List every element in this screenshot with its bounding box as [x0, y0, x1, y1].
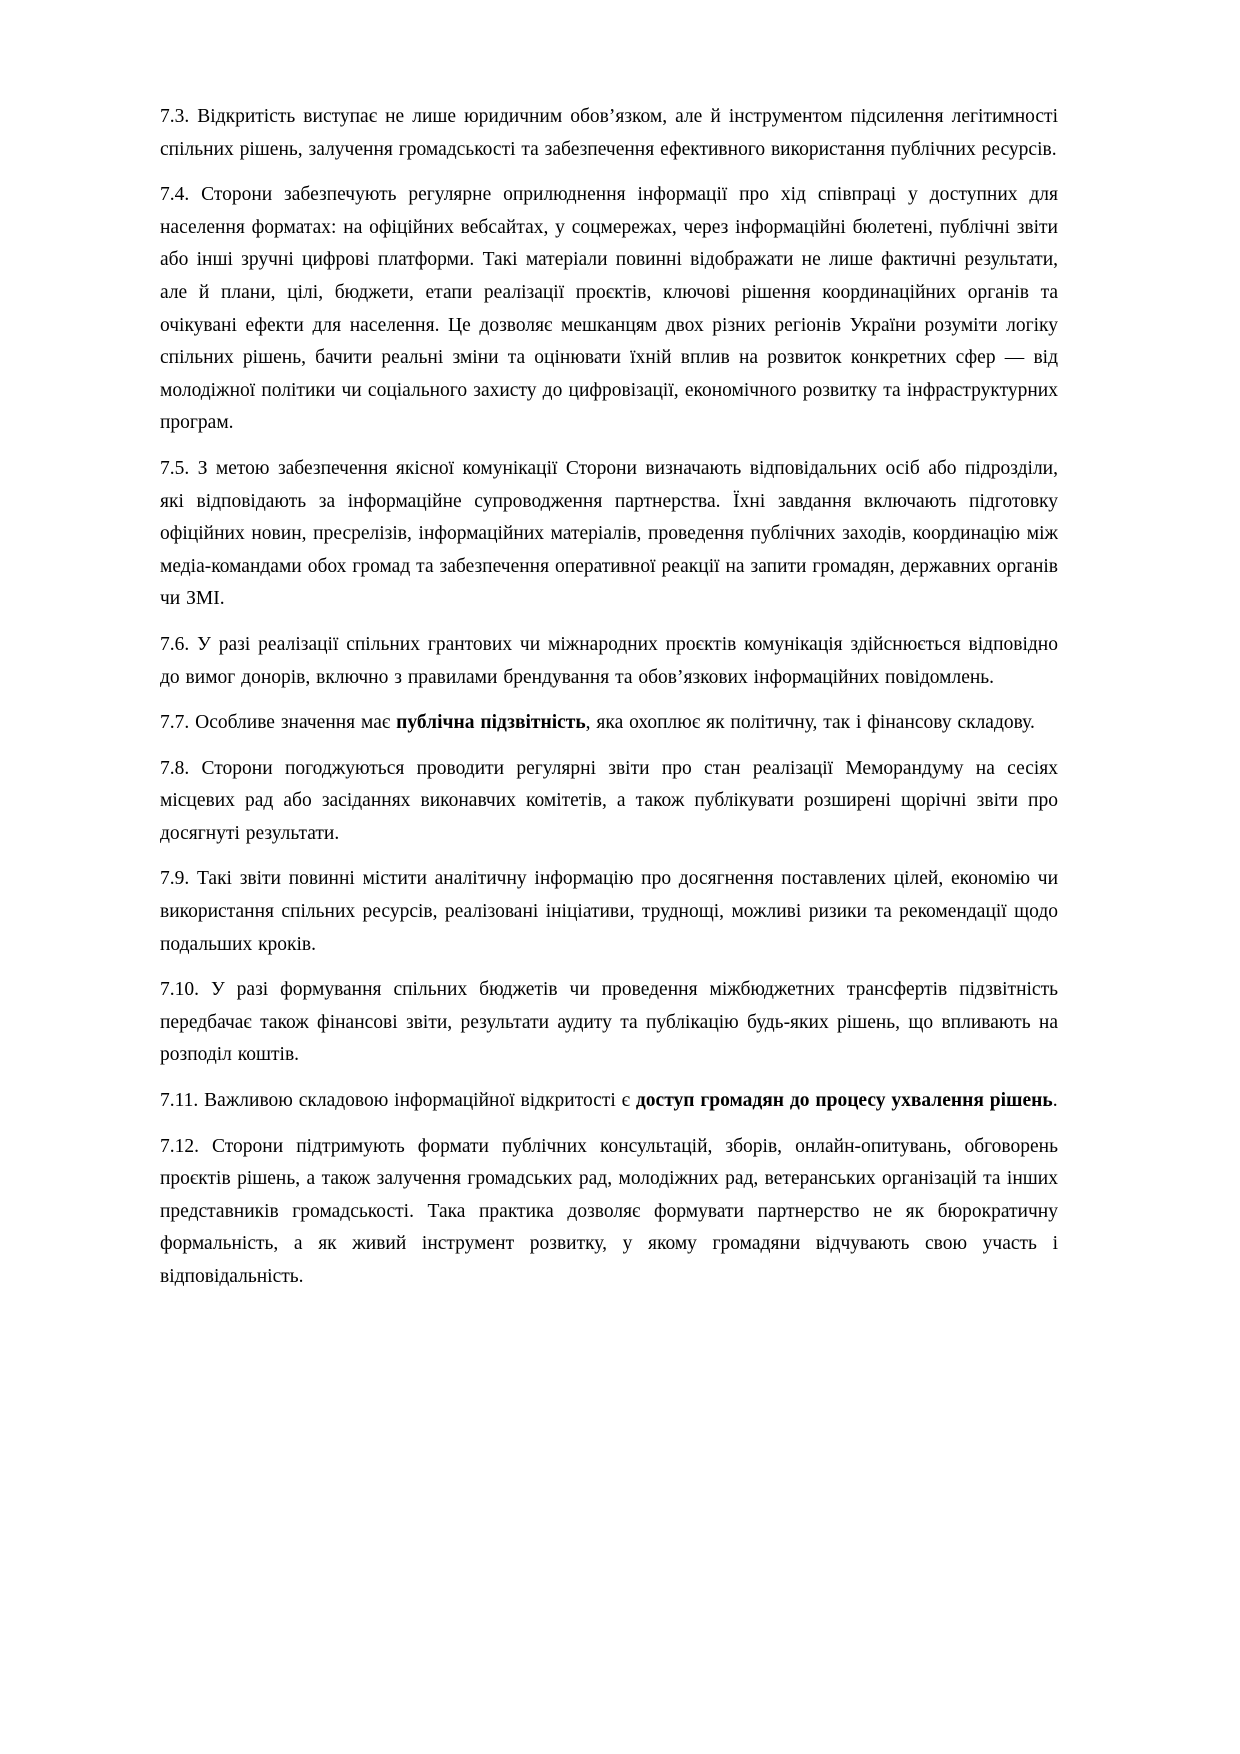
paragraph-7-11	[160, 1085, 1058, 1118]
text-run: 7.12. Сторони підтримують формати публічних консультацій, зборів, онлайн-опитувань, обговорень проєктів рішень, а також залучення громадських рад, молодіжних рад, ветеранських організацій та інших представників громадськості. Така практика дозволяє формувати партнерство не як бюрократичну формальність, а як живий інструмент розвитку, у якому громадяни відчувають свою участь і відповідальність.	[160, 1135, 1058, 1287]
paragraph-7-9	[160, 863, 1058, 961]
document-body	[160, 101, 1058, 1294]
bold-text: доступ громадян до процесу ухвалення рішень	[635, 1090, 1053, 1112]
text-run: 7.4. Сторони забезпечують регулярне оприлюднення інформації про хід співпраці у доступних для населення форматах: на офіційних вебсайтах, у соцмережах, через інформаційні бюлетені, публічні звіти або інші зручні цифрові платформи. Такі матеріали повинні відображати не лише фактичні результати, але й плани, цілі, бюджети, етапи реалізації проєктів, ключові рішення координаційних органів та очікувані ефекти для населення. Це дозволяє мешканцям двох різних регіонів України розуміти логіку спільних рішень, бачити реальні зміни та оцінювати їхній вплив на розвиток конкретних сфер — від молодіжної політики чи соціального захисту до цифровізації, економічного розвитку та інфраструктурних програм.	[160, 184, 1058, 434]
text-run: 7.9. Такі звіти повинні містити аналітичну інформацію про досягнення поставлених цілей, економію чи використання спільних ресурсів, реалізовані ініціативи, труднощі, можливі ризики та рекомендації щодо подальших кроків.	[160, 868, 1058, 955]
text-run: , яка охоплює як політичну, так і фінансову складову.	[585, 712, 1035, 734]
text-run: 7.11. Важливою складовою інформаційної відкритості є	[160, 1090, 636, 1112]
paragraph-7-12	[160, 1131, 1058, 1294]
paragraph-7-3	[160, 101, 1058, 166]
text-run: 7.3. Відкритість виступає не лише юридичним обов’язком, але й інструментом підсилення легітимності спільних рішень, залучення громадськості та забезпечення ефективного використання публічних ресурсів.	[160, 106, 1058, 160]
paragraph-7-10	[160, 974, 1058, 1072]
text-run: .	[1052, 1090, 1058, 1112]
paragraph-7-4	[160, 179, 1058, 440]
bold-text: публічна підзвітність	[396, 712, 586, 734]
text-run: 7.8. Сторони погоджуються проводити регулярні звіти про стан реалізації Меморандуму на сесіях місцевих рад або засіданнях виконавчих комітетів, а також публікувати розширені щорічні звіти про досягнуті результати.	[160, 757, 1058, 844]
text-run: 7.7. Особливе значення має	[160, 712, 397, 734]
text-run: 7.10. У разі формування спільних бюджетів чи проведення міжбюджетних трансфертів підзвітність передбачає також фінансові звіти, результати аудиту та публікацію будь-яких рішень, що впливають на розподіл коштів.	[160, 979, 1058, 1066]
text-run: 7.6. У разі реалізації спільних грантових чи міжнародних проєктів комунікація здійснюється відповідно до вимог донорів, включно з правилами брендування та обов’язкових інформаційних повідомлень.	[160, 633, 1058, 688]
paragraph-7-5	[160, 453, 1058, 616]
text-run: 7.5. З метою забезпечення якісної комунікації Сторони визначають відповідальних осіб або підрозділи, які відповідають за інформаційне супроводження партнерства. Їхні завдання включають підготовку офіційних новин, пресрелізів, інформаційних матеріалів, проведення публічних заходів, координацію між медіа-командами обох громад та забезпечення оперативної реакції на запити громадян, державних органів чи ЗМІ.	[160, 457, 1058, 610]
paragraph-7-6	[160, 629, 1058, 694]
paragraph-7-8	[160, 753, 1058, 851]
paragraph-7-7	[160, 707, 1058, 740]
